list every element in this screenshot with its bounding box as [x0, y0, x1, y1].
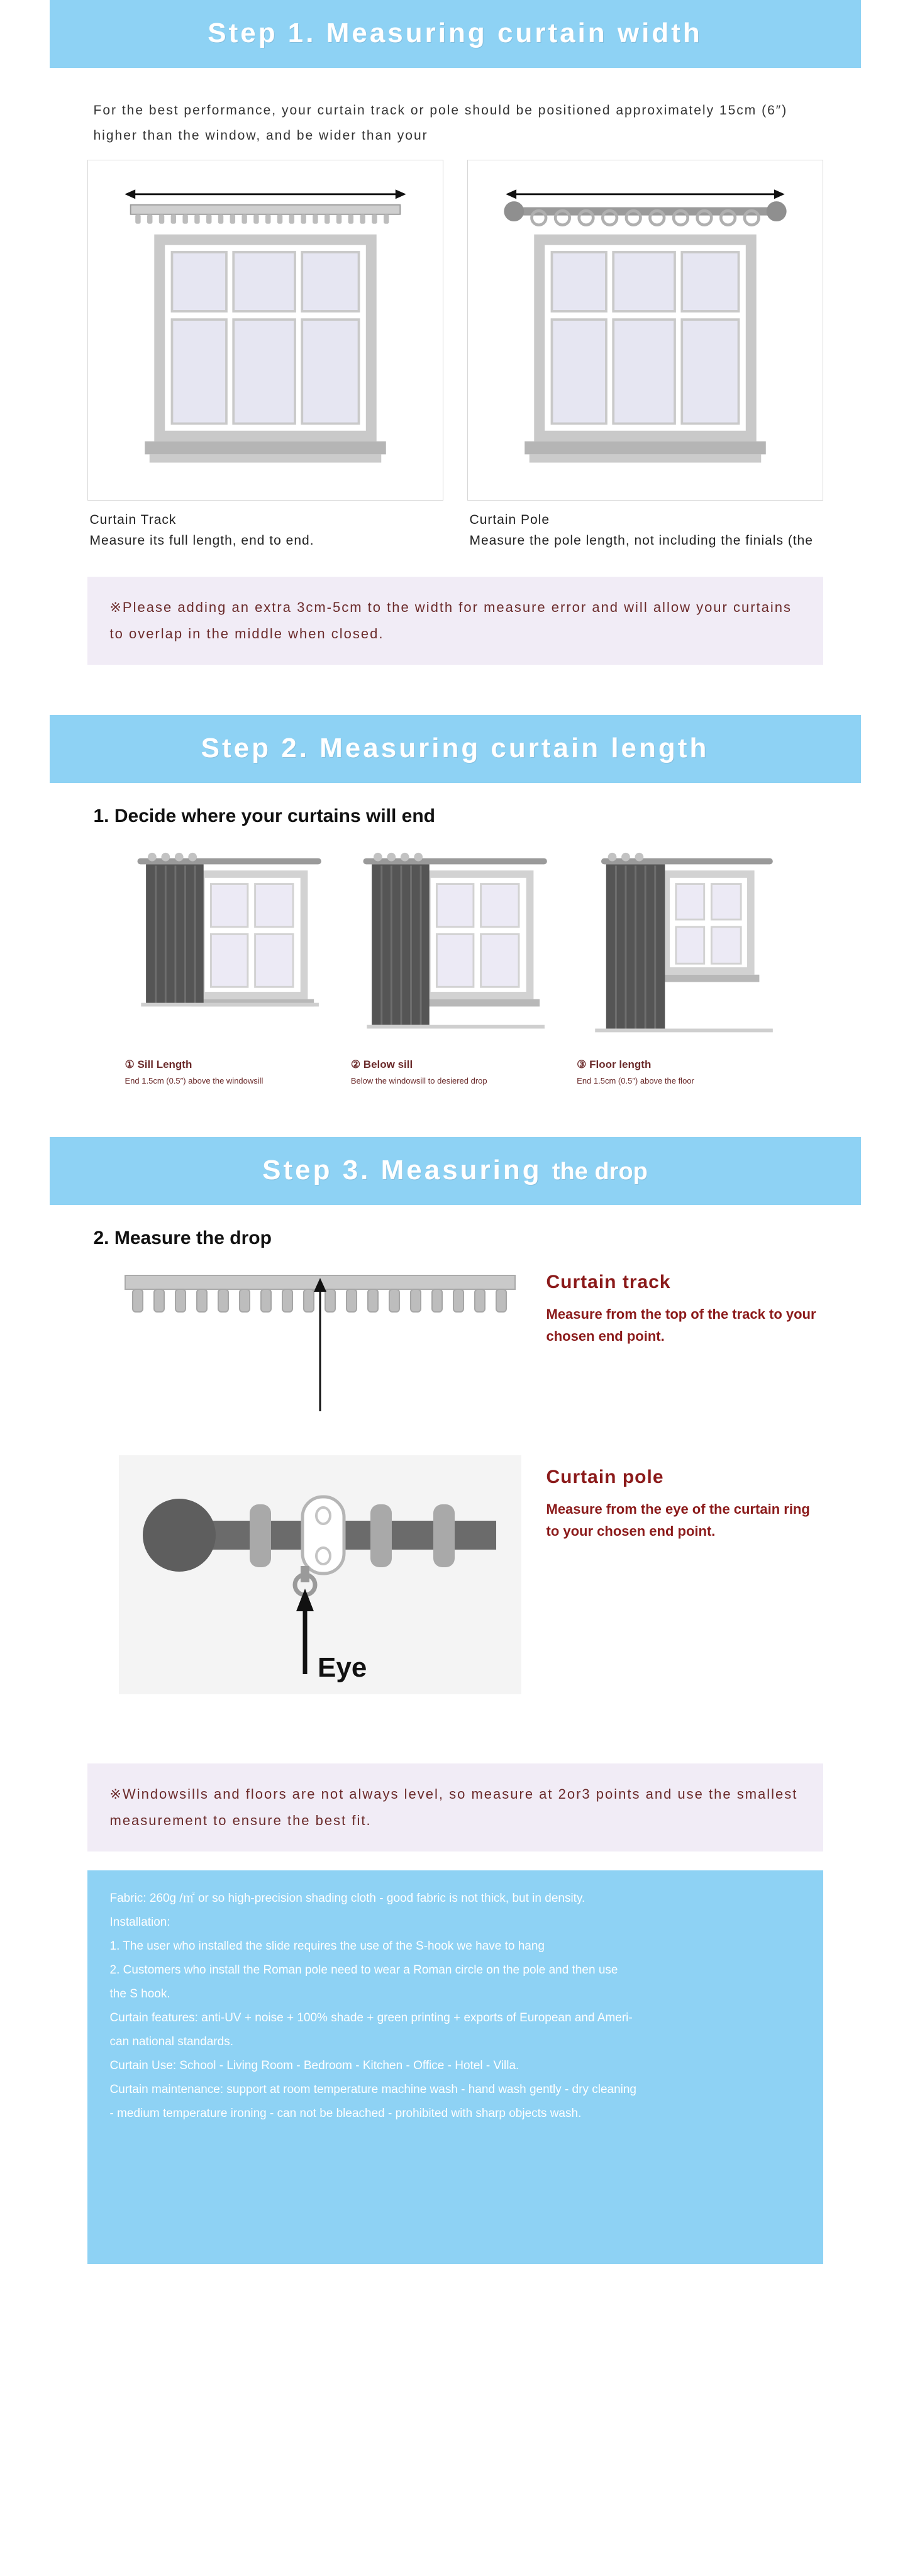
spacer-2 — [0, 1087, 910, 1137]
footer-line: - medium temperature ironing - can not be bleached - prohibited with sharp objects wash. — [109, 2106, 582, 2120]
curtain-track-measure-title: Curtain track — [546, 1272, 671, 1293]
curtain-pole-measure-text — [547, 1455, 817, 1542]
option-floor-length-desc: End 1.5cm (0.5″) above the floor — [577, 1075, 694, 1085]
spacer-3 — [50, 1430, 861, 1455]
curtain-track-column — [87, 160, 443, 552]
curtain-track-measure-art — [119, 1260, 521, 1424]
curtain-track-measure-body: Measure from the top of the track to your chosen end point. — [546, 1306, 816, 1345]
spacer-4 — [50, 1701, 861, 1738]
curtain-pole-caption-title: Curtain Pole — [469, 512, 550, 527]
option-sill-length — [125, 838, 333, 1087]
step3-subheading: 2. Measure the drop — [93, 1228, 272, 1249]
curtain-pole-measure-art — [119, 1455, 521, 1694]
option-sill-length-desc: End 1.5cm (0.5″) above the windowsill — [125, 1075, 264, 1085]
curtain-pole-caption — [467, 501, 823, 552]
footer-line: can national standards. — [109, 2035, 233, 2048]
step1-intro-text: For the best performance, your curtain track or pole should be positioned approximately 15cm (6″) higher than the window, and be wider than your — [93, 103, 788, 143]
curtain-pole-measure-title: Curtain pole — [546, 1467, 664, 1488]
footer-line: Curtain maintenance: support at room temperature machine wash - hand wash gently - dry cleaning — [109, 2082, 636, 2096]
step2-options — [50, 838, 861, 1087]
curtain-pole-column — [467, 160, 823, 552]
option-floor-length-title: ③ Floor length — [577, 1058, 652, 1070]
option-floor-length — [577, 838, 785, 1087]
step1-notice: ※Please adding an extra 3cm-5cm to the width for measure error and will allow your curtains to overlap in the middle when closed. — [87, 577, 823, 665]
footer-line: Curtain Use: School - Living Room - Bedroom - Kitchen - Office - Hotel - Villa. — [109, 2058, 519, 2072]
option-sill-length-title: ① Sill Length — [125, 1058, 192, 1070]
eye-label: Eye — [317, 1652, 367, 1684]
footer-line: the S hook. — [109, 1987, 170, 2001]
pole-eye-illustration — [119, 1455, 521, 1694]
option-below-sill-title: ② Below sill — [350, 1058, 413, 1070]
track-window-illustration — [88, 160, 443, 500]
option-below-sill — [351, 838, 559, 1087]
curtain-track-measure-row — [50, 1260, 861, 1430]
footer-line: Installation: — [109, 1915, 170, 1929]
step1-section — [50, 0, 861, 665]
step1-banner: Step 1. Measuring curtain width — [50, 0, 861, 68]
step3-banner — [50, 1137, 861, 1205]
curtain-track-measure-text — [547, 1260, 817, 1347]
below-sill-illustration — [351, 838, 559, 1052]
step2-subheading: 1. Decide where your curtains will end — [93, 805, 436, 826]
option-below-sill-desc: Below the windowsill to desiered drop — [350, 1075, 487, 1085]
curtain-track-caption-title: Curtain Track — [89, 512, 177, 527]
step2-banner: Step 2. Measuring curtain length — [50, 715, 861, 783]
curtain-track-diagram — [87, 160, 443, 501]
step3-banner-main: Step 3. Measuring — [262, 1155, 552, 1186]
spacer-1 — [0, 665, 910, 715]
curtain-track-caption — [87, 501, 443, 552]
curtain-pole-caption-body: Measure the pole length, not including the finials (the — [469, 533, 813, 548]
step3-notice: ※Windowsills and floors are not always level, so measure at 2or3 points and use the smallest measurement to ensure the best fit. — [87, 1763, 823, 1852]
curtain-pole-measure-row — [50, 1455, 861, 1701]
curtain-track-caption-body: Measure its full length, end to end. — [89, 533, 314, 548]
step3-banner-sub: the drop — [552, 1158, 648, 1185]
footer-line: 2. Customers who install the Roman pole need to wear a Roman circle on the pole and then use — [109, 1963, 618, 1977]
curtain-pole-measure-body: Measure from the eye of the curtain ring to your chosen end point. — [546, 1501, 810, 1540]
step2-section — [50, 715, 861, 1087]
step1-diagrams — [50, 160, 861, 552]
curtain-pole-diagram — [467, 160, 823, 501]
footer-line: 1. The user who installed the slide requires the use of the S-hook we have to hang — [109, 1939, 545, 1953]
step3-section — [50, 1137, 861, 2264]
floor-length-illustration — [577, 838, 785, 1052]
pole-window-illustration — [468, 160, 823, 500]
footer-line: Curtain features: anti-UV + noise + 100% shade + green printing + exports of European and Ameri- — [109, 2011, 633, 2024]
footer-line: Fabric: 260g /㎡ or so high-precision shading cloth - good fabric is not thick, but in density. — [109, 1891, 585, 1905]
sill-length-illustration — [125, 838, 333, 1052]
track-drop-illustration — [119, 1260, 521, 1424]
product-details-footer — [87, 1870, 823, 2264]
